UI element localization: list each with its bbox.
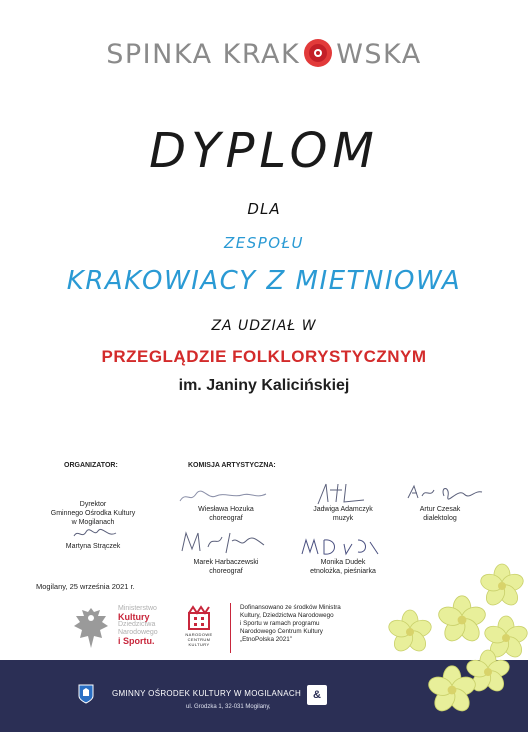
funding-l1: Dofinansowano ze środków Ministra — [240, 604, 341, 611]
member-4-name: Marek Harbaczewski — [193, 559, 259, 566]
decorative-flowers-icon — [380, 560, 528, 746]
member-5-name: Monika Dudek — [320, 559, 366, 566]
funding-l2: Kultury, Dziedzictwa Narodowego — [240, 612, 334, 619]
event-patron: im. Janiny Kalicińskiej — [178, 377, 350, 394]
funding-l3: i Sportu w ramach programu — [240, 620, 320, 627]
nck-logo-icon — [188, 605, 210, 631]
ministry-l1: Ministerstwo — [118, 605, 157, 612]
member-3-role: dialektolog — [423, 515, 457, 522]
member-2-name: Jadwiga Adamczyk — [313, 506, 373, 513]
member-4-role: choreograf — [209, 568, 243, 575]
dla-text: DLA — [247, 200, 281, 218]
funding-l5: „EtnoPolska 2021” — [240, 636, 292, 643]
ministry-l4: Narodowego — [118, 629, 158, 636]
organizer-signature — [72, 527, 118, 541]
footer-title: GMINNY OŚRODEK KULTURY W MOGILANACH — [112, 689, 302, 698]
header-right-text: WSKA — [336, 39, 422, 70]
member-1-name: Wiesława Hozuka — [198, 506, 254, 513]
nck-l1: NARODOWE — [185, 632, 213, 637]
header-left-text: SPINKA KRAK — [106, 39, 301, 70]
flower-logo-icon — [303, 38, 333, 68]
member-2-role: muzyk — [332, 515, 354, 522]
ministry-l3: Dziedzictwa — [118, 621, 156, 628]
place-date: Mogilany, 25 września 2021 r. — [36, 582, 135, 591]
group-name: KRAKOWIACY Z MIETNIOWA — [66, 266, 462, 296]
funding-l4: Narodowego Centrum Kultury — [240, 628, 323, 635]
event-name: PRZEGLĄDZIE FOLKLORYSTYCZNYM — [101, 347, 427, 366]
member-1-role: choreograf — [209, 515, 243, 522]
ministry-l5: i Sportu. — [118, 636, 155, 646]
organizer-line3: w Mogilanach — [71, 519, 115, 526]
signature-harbaczewski — [178, 527, 268, 559]
member-4 — [176, 558, 276, 576]
funding-note — [240, 604, 341, 644]
mogilany-coat-of-arms-icon — [78, 684, 94, 704]
member-5-role: etnolożka, pieśniarka — [310, 568, 376, 575]
za-udzial-text: ZA UDZIAŁ W — [211, 318, 317, 334]
member-2 — [298, 505, 388, 523]
organizer-block — [38, 500, 148, 527]
commission-label: KOMISJA ARTYSTYCZNA: — [188, 462, 276, 469]
organizer-line2: Gminnego Ośrodka Kultury — [50, 510, 136, 517]
organizer-name: Martyna Strączek — [65, 543, 121, 550]
ministry-l2: Kultury — [118, 612, 150, 622]
organizer-label: ORGANIZATOR: — [64, 462, 118, 469]
zespolu-text: ZESPOŁU — [223, 234, 305, 252]
nck-text — [182, 632, 216, 647]
ministry-logo — [118, 605, 158, 645]
signature-adamczyk — [312, 480, 368, 508]
footer-address: ul. Grodzka 1, 32-031 Mogilany, — [186, 704, 271, 710]
gok-logo-icon: & — [307, 685, 327, 705]
signature-hozuka — [176, 488, 270, 506]
polish-eagle-emblem-icon — [72, 604, 110, 652]
signature-czesak — [404, 482, 486, 502]
diploma-title: DYPLOM — [149, 123, 379, 179]
member-3-name: Artur Czesak — [419, 506, 461, 513]
nck-l3: KULTURY — [188, 642, 210, 647]
member-1 — [176, 505, 276, 523]
header-logo — [0, 38, 528, 70]
member-3 — [400, 505, 480, 523]
organizer-line1: Dyrektor — [79, 501, 107, 508]
nck-l2: CENTRUM — [187, 637, 211, 642]
divider — [230, 603, 231, 653]
